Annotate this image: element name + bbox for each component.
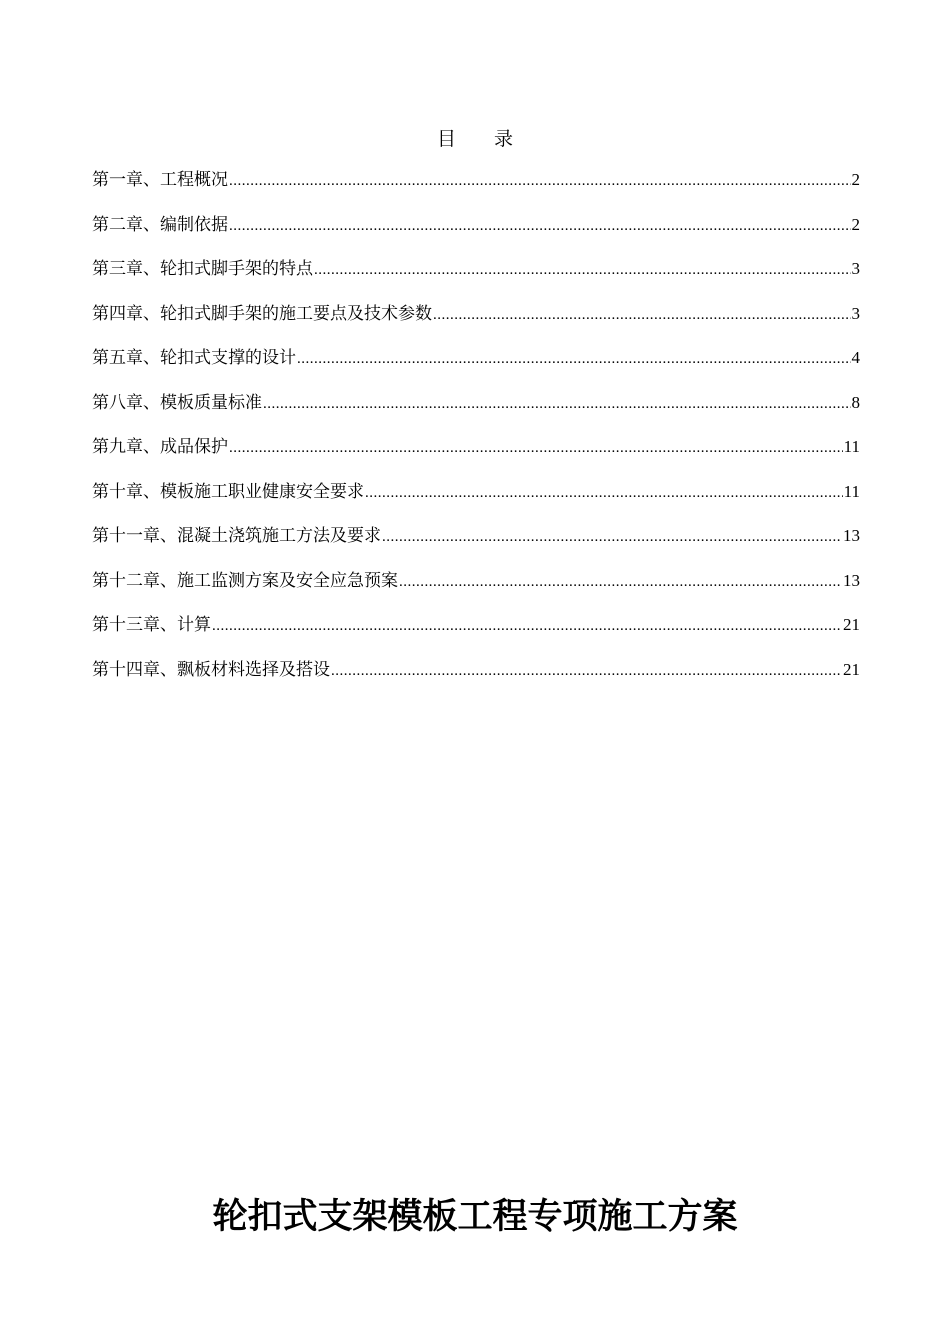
dot-leader — [263, 390, 851, 418]
toc-entry-page: 8 — [851, 392, 860, 412]
dot-leader — [399, 568, 842, 596]
table-of-contents — [92, 166, 860, 700]
dot-leader — [212, 612, 842, 640]
toc-entry-label: 第一章、工程概况 — [92, 170, 228, 190]
toc-entry-label: 第五章、轮扣式支撑的设计 — [92, 348, 296, 368]
toc-entry-2[interactable] — [92, 211, 860, 256]
toc-entry-page: 2 — [851, 170, 860, 189]
toc-entry-page: 4 — [851, 348, 860, 367]
toc-entry-page: 13 — [843, 526, 860, 545]
toc-entry-page: 3 — [851, 259, 860, 278]
toc-heading-right: 录 — [494, 128, 514, 150]
toc-entry-8[interactable] — [92, 478, 860, 523]
toc-entry-label: 第四章、轮扣式脚手架的施工要点及技术参数 — [92, 303, 432, 324]
toc-entry-11[interactable] — [92, 611, 860, 656]
dot-leader — [314, 256, 851, 284]
toc-entry-page: 11 — [843, 437, 860, 456]
toc-entry-3[interactable] — [92, 255, 860, 300]
toc-entry-5[interactable] — [92, 344, 860, 389]
dot-leader — [433, 301, 851, 329]
toc-entry-label: 第二章、编制依据 — [92, 214, 228, 235]
toc-entry-1[interactable] — [92, 166, 860, 211]
toc-entry-7[interactable] — [92, 433, 860, 478]
toc-entry-label: 第九章、成品保护 — [92, 437, 228, 457]
toc-heading-left: 目 — [436, 128, 456, 150]
dot-leader — [382, 523, 842, 551]
dot-leader — [297, 345, 851, 373]
toc-entry-label: 第十二章、施工监测方案及安全应急预案 — [92, 570, 398, 591]
toc-entry-label: 第三章、轮扣式脚手架的特点 — [92, 259, 313, 279]
toc-entry-10[interactable] — [92, 567, 860, 612]
dot-leader — [229, 434, 843, 462]
toc-entry-page: 3 — [851, 303, 860, 323]
dot-leader — [229, 167, 851, 195]
dot-leader — [229, 212, 851, 240]
toc-entry-label: 第十一章、混凝土浇筑施工方法及要求 — [92, 526, 381, 546]
toc-entry-12[interactable] — [92, 656, 860, 701]
document-title: 轮扣式支架模板工程专项施工方案 — [212, 1196, 738, 1237]
toc-entry-page: 21 — [843, 615, 860, 634]
toc-entry-label: 第十四章、飘板材料选择及搭设 — [92, 659, 330, 680]
dot-leader — [331, 657, 842, 685]
toc-entry-page: 21 — [843, 659, 860, 679]
toc-entry-page: 2 — [851, 214, 860, 234]
toc-entry-9[interactable] — [92, 522, 860, 567]
toc-heading — [0, 124, 950, 151]
toc-entry-6[interactable] — [92, 389, 860, 434]
toc-entry-label: 第十三章、计算 — [92, 615, 211, 635]
toc-entry-4[interactable] — [92, 300, 860, 345]
dot-leader — [365, 479, 843, 507]
toc-entry-page: 13 — [843, 570, 860, 590]
toc-entry-label: 第八章、模板质量标准 — [92, 392, 262, 413]
toc-entry-label: 第十章、模板施工职业健康安全要求 — [92, 481, 364, 502]
toc-entry-page: 11 — [843, 481, 860, 501]
